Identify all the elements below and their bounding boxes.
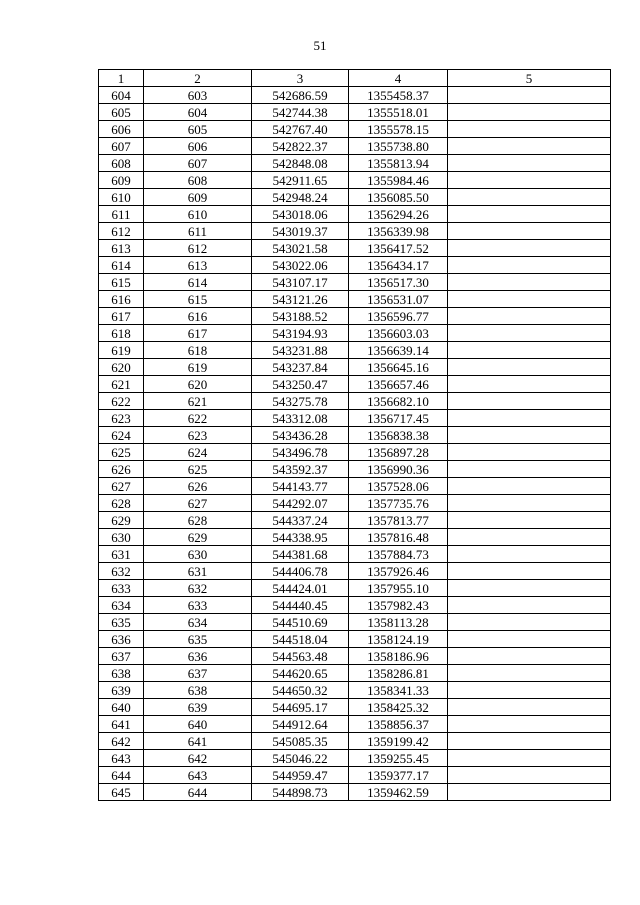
table-cell-col-1: 625 [99,444,144,461]
table-cell-col-2: 610 [144,206,252,223]
table-cell-col-2: 621 [144,393,252,410]
table-cell-col-1: 616 [99,291,144,308]
table-cell-col-1: 645 [99,784,144,801]
table-cell-col-4: 1355518.01 [349,104,448,121]
table-row [99,291,611,308]
table-row [99,155,611,172]
table-cell-col-2: 640 [144,716,252,733]
table-cell-col-2: 622 [144,410,252,427]
table-cell-col-1: 629 [99,512,144,529]
table-cell-col-3: 542744.38 [252,104,349,121]
table-row [99,308,611,325]
column-header-4: 4 [349,70,448,87]
page-number: 51 [313,38,327,53]
table-cell-col-4: 1356645.16 [349,359,448,376]
table-cell-col-1: 610 [99,189,144,206]
table-cell-col-2: 629 [144,529,252,546]
table-cell-col-2: 630 [144,546,252,563]
table-cell-col-4: 1357528.06 [349,478,448,495]
table-row [99,699,611,716]
table-cell-col-5 [448,393,611,410]
table-cell-col-1: 615 [99,274,144,291]
table-cell-col-3: 542767.40 [252,121,349,138]
table-cell-col-4: 1359199.42 [349,733,448,750]
table-cell-col-3: 543121.26 [252,291,349,308]
table-cell-col-4: 1355458.37 [349,87,448,104]
table-cell-col-2: 605 [144,121,252,138]
table-cell-col-3: 545046.22 [252,750,349,767]
table-header [99,70,611,87]
table-cell-col-3: 544440.45 [252,597,349,614]
table-cell-col-2: 638 [144,682,252,699]
table-cell-col-3: 544337.24 [252,512,349,529]
table-cell-col-2: 642 [144,750,252,767]
table-cell-col-4: 1355578.15 [349,121,448,138]
table-row [99,631,611,648]
table-cell-col-3: 543592.37 [252,461,349,478]
table-cell-col-5 [448,767,611,784]
table-cell-col-3: 544406.78 [252,563,349,580]
table-cell-col-3: 543436.28 [252,427,349,444]
table-cell-col-5 [448,495,611,512]
table-cell-col-4: 1358425.32 [349,699,448,716]
table-cell-col-2: 634 [144,614,252,631]
table-cell-col-1: 613 [99,240,144,257]
table-cell-col-1: 632 [99,563,144,580]
table-cell-col-5 [448,682,611,699]
table-row [99,512,611,529]
table-cell-col-5 [448,325,611,342]
table-cell-col-3: 543188.52 [252,308,349,325]
table-row [99,325,611,342]
table-cell-col-3: 544912.64 [252,716,349,733]
coordinates-table [98,69,611,801]
table-cell-col-2: 611 [144,223,252,240]
table-row [99,461,611,478]
table-cell-col-4: 1357735.76 [349,495,448,512]
table-cell-col-5 [448,784,611,801]
table-cell-col-2: 643 [144,767,252,784]
table-row [99,784,611,801]
table-cell-col-4: 1356294.26 [349,206,448,223]
table-cell-col-1: 642 [99,733,144,750]
table-cell-col-4: 1357816.48 [349,529,448,546]
table-cell-col-5 [448,172,611,189]
table-cell-col-1: 605 [99,104,144,121]
table-row [99,529,611,546]
table-row [99,682,611,699]
table-row [99,274,611,291]
table-cell-col-2: 614 [144,274,252,291]
column-header-5: 5 [448,70,611,87]
table-cell-col-5 [448,563,611,580]
table-cell-col-2: 609 [144,189,252,206]
table-cell-col-5 [448,138,611,155]
column-header-1: 1 [99,70,144,87]
table-cell-col-2: 639 [144,699,252,716]
table-row [99,767,611,784]
table-row [99,563,611,580]
table-cell-col-3: 544695.17 [252,699,349,716]
table-row [99,376,611,393]
table-cell-col-2: 619 [144,359,252,376]
table-cell-col-3: 544650.32 [252,682,349,699]
table-cell-col-4: 1357982.43 [349,597,448,614]
table-cell-col-3: 543194.93 [252,325,349,342]
table-cell-col-3: 542686.59 [252,87,349,104]
table-cell-col-1: 639 [99,682,144,699]
table-cell-col-1: 633 [99,580,144,597]
table-cell-col-5 [448,257,611,274]
table-cell-col-3: 544898.73 [252,784,349,801]
table-cell-col-4: 1355738.80 [349,138,448,155]
table-cell-col-1: 623 [99,410,144,427]
table-cell-col-3: 543250.47 [252,376,349,393]
table-cell-col-4: 1356990.36 [349,461,448,478]
table-cell-col-5 [448,87,611,104]
table-row [99,393,611,410]
table-cell-col-5 [448,733,611,750]
table-cell-col-1: 638 [99,665,144,682]
table-cell-col-4: 1357813.77 [349,512,448,529]
table-cell-col-1: 624 [99,427,144,444]
table-cell-col-3: 544620.65 [252,665,349,682]
table-cell-col-4: 1359462.59 [349,784,448,801]
table-row [99,138,611,155]
table-cell-col-1: 630 [99,529,144,546]
table-cell-col-4: 1356434.17 [349,257,448,274]
table-cell-col-1: 620 [99,359,144,376]
table-cell-col-5 [448,274,611,291]
table-cell-col-5 [448,291,611,308]
table-cell-col-2: 603 [144,87,252,104]
table-cell-col-3: 544381.68 [252,546,349,563]
table-cell-col-5 [448,597,611,614]
table-cell-col-4: 1359255.45 [349,750,448,767]
table-row [99,87,611,104]
table-cell-col-3: 544563.48 [252,648,349,665]
table-cell-col-4: 1355813.94 [349,155,448,172]
table-cell-col-4: 1359377.17 [349,767,448,784]
table-row [99,614,611,631]
table-cell-col-2: 636 [144,648,252,665]
table-row [99,716,611,733]
table-cell-col-2: 635 [144,631,252,648]
table-cell-col-2: 608 [144,172,252,189]
table-cell-col-4: 1358186.96 [349,648,448,665]
table-cell-col-1: 618 [99,325,144,342]
table-cell-col-2: 633 [144,597,252,614]
table-cell-col-2: 615 [144,291,252,308]
table-cell-col-1: 631 [99,546,144,563]
table-cell-col-1: 609 [99,172,144,189]
table-cell-col-2: 644 [144,784,252,801]
table-cell-col-2: 623 [144,427,252,444]
table-cell-col-3: 544518.04 [252,631,349,648]
table-cell-col-3: 542822.37 [252,138,349,155]
header-row [99,70,611,87]
table-cell-col-1: 604 [99,87,144,104]
table-cell-col-4: 1356717.45 [349,410,448,427]
table-cell-col-2: 641 [144,733,252,750]
table-row [99,546,611,563]
column-header-3: 3 [252,70,349,87]
table-cell-col-5 [448,189,611,206]
table-cell-col-3: 544424.01 [252,580,349,597]
table-row [99,410,611,427]
table-cell-col-1: 641 [99,716,144,733]
table-cell-col-3: 544143.77 [252,478,349,495]
table-cell-col-2: 637 [144,665,252,682]
table-row [99,597,611,614]
table-cell-col-5 [448,648,611,665]
table-cell-col-2: 627 [144,495,252,512]
table-cell-col-5 [448,308,611,325]
table-cell-col-1: 614 [99,257,144,274]
table-row [99,495,611,512]
table-cell-col-1: 644 [99,767,144,784]
table-cell-col-5 [448,478,611,495]
table-cell-col-1: 640 [99,699,144,716]
table-cell-col-4: 1356838.38 [349,427,448,444]
table-row [99,257,611,274]
table-cell-col-2: 626 [144,478,252,495]
table-cell-col-4: 1356897.28 [349,444,448,461]
table-cell-col-3: 543496.78 [252,444,349,461]
table-cell-col-1: 643 [99,750,144,767]
table-row [99,189,611,206]
table-cell-col-4: 1356339.98 [349,223,448,240]
table-cell-col-5 [448,121,611,138]
table-cell-col-4: 1356639.14 [349,342,448,359]
table-cell-col-3: 542948.24 [252,189,349,206]
table-cell-col-4: 1358286.81 [349,665,448,682]
table-cell-col-3: 543237.84 [252,359,349,376]
column-header-2: 2 [144,70,252,87]
table-cell-col-4: 1358113.28 [349,614,448,631]
table-cell-col-3: 543022.06 [252,257,349,274]
table-cell-col-1: 617 [99,308,144,325]
table-cell-col-1: 636 [99,631,144,648]
table-cell-col-4: 1355984.46 [349,172,448,189]
table-cell-col-1: 622 [99,393,144,410]
table-cell-col-2: 625 [144,461,252,478]
table-cell-col-3: 542848.08 [252,155,349,172]
table-cell-col-5 [448,631,611,648]
table-cell-col-4: 1356517.30 [349,274,448,291]
table-cell-col-1: 608 [99,155,144,172]
table-cell-col-4: 1356596.77 [349,308,448,325]
table-cell-col-5 [448,546,611,563]
table-cell-col-1: 607 [99,138,144,155]
table-cell-col-4: 1357955.10 [349,580,448,597]
table-row [99,223,611,240]
table-row [99,359,611,376]
table-cell-col-3: 543312.08 [252,410,349,427]
table-cell-col-3: 542911.65 [252,172,349,189]
table-cell-col-4: 1356682.10 [349,393,448,410]
table-cell-col-3: 543019.37 [252,223,349,240]
table-cell-col-1: 635 [99,614,144,631]
table-cell-col-2: 616 [144,308,252,325]
table-cell-col-5 [448,699,611,716]
table-cell-col-2: 631 [144,563,252,580]
table-cell-col-5 [448,512,611,529]
table-cell-col-1: 634 [99,597,144,614]
table-row [99,733,611,750]
table-cell-col-1: 637 [99,648,144,665]
table-cell-col-2: 606 [144,138,252,155]
table-cell-col-3: 544338.95 [252,529,349,546]
table-row [99,206,611,223]
table-cell-col-2: 613 [144,257,252,274]
table-cell-col-4: 1356657.46 [349,376,448,393]
table-cell-col-4: 1358124.19 [349,631,448,648]
table-cell-col-2: 628 [144,512,252,529]
table-body [99,87,611,801]
table-row [99,104,611,121]
table-cell-col-4: 1356417.52 [349,240,448,257]
table-cell-col-5 [448,461,611,478]
table-cell-col-4: 1357884.73 [349,546,448,563]
table-row [99,665,611,682]
table-cell-col-3: 543021.58 [252,240,349,257]
table-cell-col-4: 1356531.07 [349,291,448,308]
table-cell-col-5 [448,223,611,240]
table-cell-col-5 [448,529,611,546]
table-cell-col-4: 1357926.46 [349,563,448,580]
table-cell-col-5 [448,750,611,767]
table-cell-col-2: 604 [144,104,252,121]
table-cell-col-1: 628 [99,495,144,512]
table-row [99,240,611,257]
table-cell-col-1: 621 [99,376,144,393]
table-cell-col-3: 545085.35 [252,733,349,750]
table-row [99,172,611,189]
table-cell-col-2: 624 [144,444,252,461]
table-cell-col-3: 543231.88 [252,342,349,359]
table-cell-col-3: 543018.06 [252,206,349,223]
table-cell-col-2: 632 [144,580,252,597]
table-cell-col-5 [448,410,611,427]
table-cell-col-1: 606 [99,121,144,138]
table-cell-col-2: 612 [144,240,252,257]
table-cell-col-5 [448,376,611,393]
table-row [99,342,611,359]
table-cell-col-5 [448,359,611,376]
table-cell-col-3: 543107.17 [252,274,349,291]
table-cell-col-5 [448,716,611,733]
table-cell-col-1: 626 [99,461,144,478]
table-cell-col-1: 611 [99,206,144,223]
table-row [99,750,611,767]
table-cell-col-2: 618 [144,342,252,359]
table-cell-col-4: 1356085.50 [349,189,448,206]
table-row [99,427,611,444]
table-cell-col-5 [448,614,611,631]
table-cell-col-5 [448,427,611,444]
table-cell-col-2: 617 [144,325,252,342]
table-cell-col-5 [448,665,611,682]
table-cell-col-3: 544959.47 [252,767,349,784]
table-cell-col-1: 612 [99,223,144,240]
table-cell-col-3: 543275.78 [252,393,349,410]
table-cell-col-5 [448,206,611,223]
table-cell-col-3: 544510.69 [252,614,349,631]
table-cell-col-5 [448,240,611,257]
table-row [99,580,611,597]
table-cell-col-3: 544292.07 [252,495,349,512]
table-cell-col-4: 1358341.33 [349,682,448,699]
table-cell-col-4: 1358856.37 [349,716,448,733]
table-cell-col-5 [448,155,611,172]
table-cell-col-5 [448,104,611,121]
table-row [99,121,611,138]
table-cell-col-1: 619 [99,342,144,359]
table-cell-col-5 [448,444,611,461]
table-cell-col-2: 620 [144,376,252,393]
table-cell-col-1: 627 [99,478,144,495]
table-row [99,648,611,665]
table-cell-col-5 [448,580,611,597]
table-cell-col-4: 1356603.03 [349,325,448,342]
table-row [99,444,611,461]
table-row [99,478,611,495]
table-cell-col-2: 607 [144,155,252,172]
table-cell-col-5 [448,342,611,359]
